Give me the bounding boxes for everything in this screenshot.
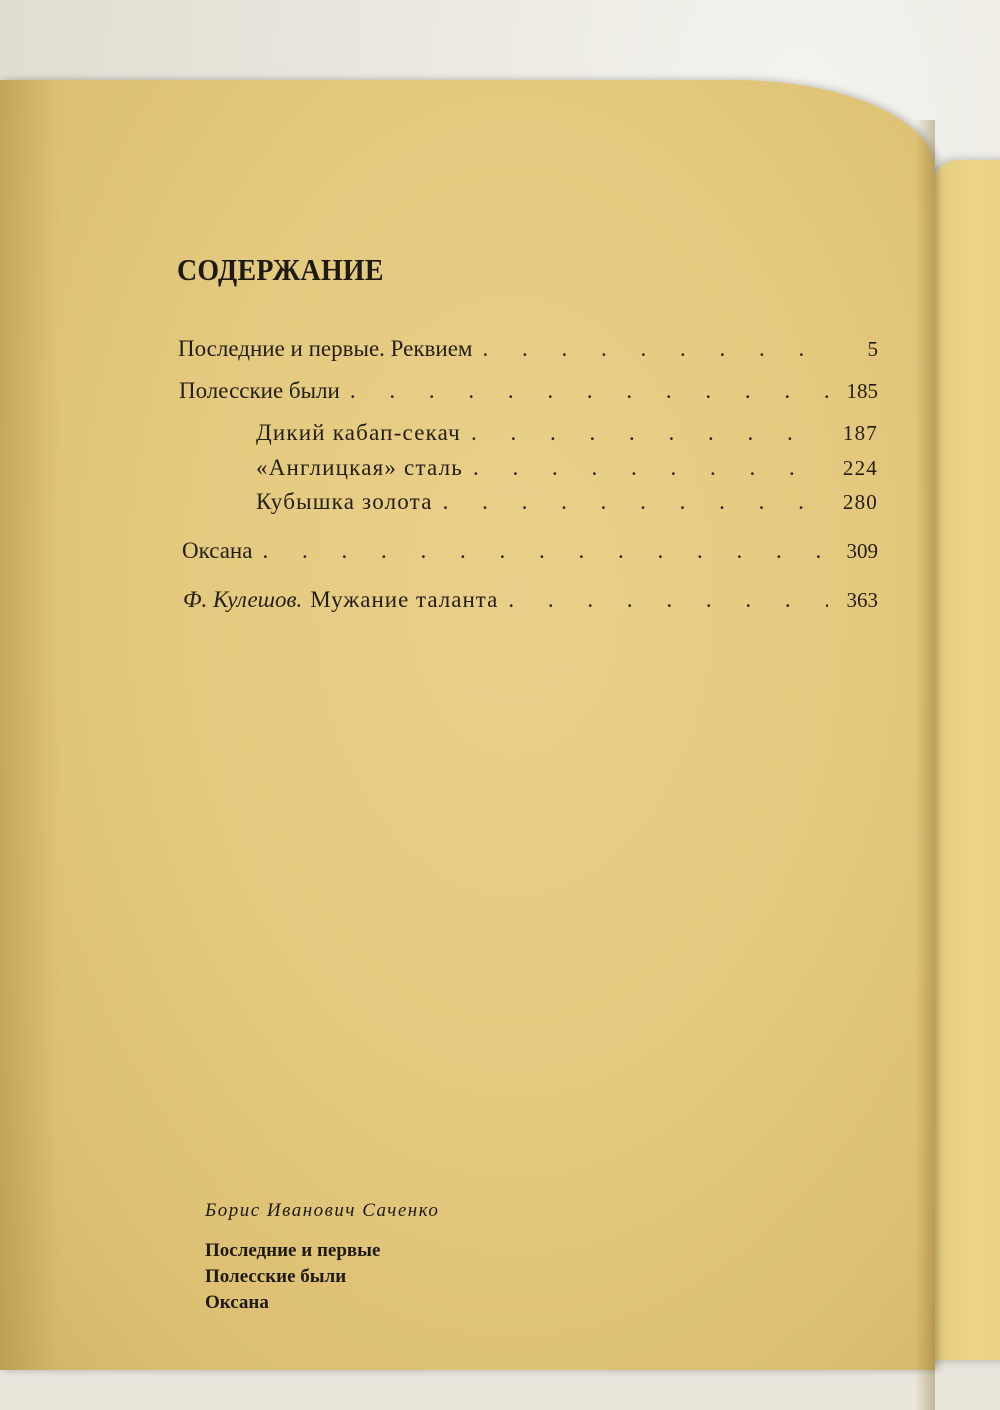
dot-leader [262, 538, 828, 564]
dot-leader [482, 336, 828, 362]
toc-entry [183, 587, 878, 613]
credit-author: Борис Иванович Саченко [205, 1200, 440, 1221]
toc-entry-page: 280 [842, 490, 878, 514]
credit-title: Оксана [205, 1292, 269, 1313]
credit-title: Полесские были [205, 1266, 347, 1287]
toc-entry-page: 224 [842, 456, 878, 480]
toc-entry-page: 309 [846, 539, 878, 563]
toc-sub-entry [256, 420, 878, 446]
facing-page-edge [928, 160, 1000, 1360]
toc-entry-author: Ф. Кулешов. [183, 587, 303, 612]
toc-entry-title: «Англицкая» сталь [256, 455, 463, 480]
dot-leader [508, 587, 828, 613]
dot-leader [471, 420, 828, 446]
toc-entry-title: Последние и первые. Реквием [178, 336, 473, 361]
toc-entry-title: Мужание таланта [310, 587, 499, 612]
toc-entry [178, 336, 878, 362]
toc-entry-page: 185 [846, 379, 878, 403]
toc-entry-title: Оксана [182, 538, 253, 563]
toc-entry [182, 538, 878, 564]
dot-leader [473, 455, 828, 481]
toc-entry-page: 363 [846, 588, 878, 612]
toc-sub-entry [256, 489, 878, 515]
credit-title: Последние и первые [205, 1240, 381, 1261]
toc-entry-title: Дикий кабап-секач [256, 420, 461, 445]
toc-sub-entry [256, 455, 878, 481]
dot-leader [443, 489, 828, 515]
toc-entry-page: 187 [842, 421, 878, 445]
toc-entry-page: 5 [867, 337, 878, 361]
toc-heading: СОДЕРЖАНИЕ [177, 252, 384, 287]
toc-entry [179, 378, 878, 404]
toc-entry-title: Кубышка золота [256, 489, 433, 514]
toc-entry-title: Полесские были [179, 378, 340, 403]
book-page [0, 80, 935, 1370]
dot-leader [350, 378, 828, 404]
